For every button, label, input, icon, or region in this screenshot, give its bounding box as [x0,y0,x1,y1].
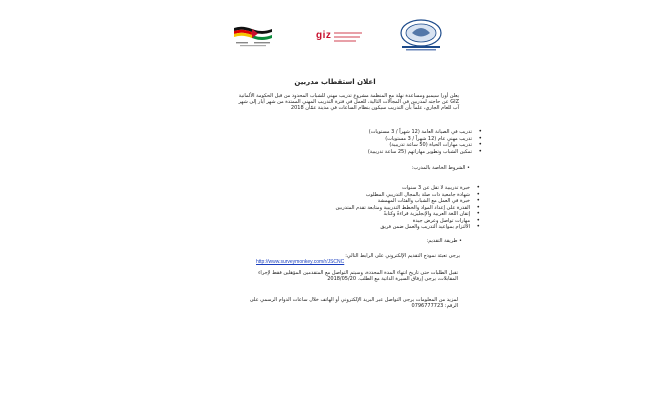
contact-note: لمزيد من المعلومات يرجى التواصل عبر البريد الإلكتروني أو الهاتف خلال ساعات الدوام الرسمي على الرقم: 0796777723 [249,297,458,309]
course-item: • تمكين الشباب وتطوير مهاراتهم (25 ساعة تدريبية) [368,149,482,156]
course-item: • تدريب في الصيانة العامة (12 شهراً / 3 مستويات) [368,129,482,136]
deadline-note: تقبل الطلبات حتى تاريخ انتهاء المدة المحددة، وسيتم التواصل مع المتقدمين المؤهلين فقط لإجراء المقابلات، يرجى إرفاق السيرة الذاتية مع الطلب. 2018/05/20 [258,270,458,282]
requirements-list [336,185,481,231]
requirement-item: • مهارات تواصل وعرض جيدة [336,218,481,225]
document-title: اعلان استقطاب مدربين [294,78,376,86]
apply-instruction: يرجى تعبئة نموذج التقديم الإلكتروني على الرابط التالي: [345,253,460,259]
requirement-item: • خبرة في العمل مع الشباب والفئات المهمشة [336,198,481,205]
requirement-item: • خبرة تدريبية لا تقل عن 3 سنوات [336,185,481,192]
requirement-item: • إتقان اللغة العربية والإنجليزية قراءةً وكتابةً [336,211,481,218]
intro-paragraph: يعلن أورا سيمبو ومساعدة نهلة مع المنظمة مشروع تدريب مهني للشباب المحدود من قبل الحكومة الألمانية GIZ عن حاجته لمدربين في المجالات التالية، للعمل في فترة التدريب المهني الممتدة من شهر أيار إلى شهر آب للعام الجاري، علماً بأن التدريب سيكون بنظام الساعات في مدينة عمّان 2018 [238,93,459,111]
courses-list [368,129,482,155]
requirement-item: • الالتزام بمواعيد التدريب والعمل ضمن فريق [336,224,481,231]
requirement-item: • القدرة على إعداد المواد والخطط التدريبية ومتابعة تقدم المتدربين [336,205,481,212]
organization-emblem-logo [396,18,446,52]
course-item: • تدريب مهني عام (12 شهراً / 3 مستويات) [368,136,482,143]
requirements-heading: • الشروط الخاصة بالمدرب: [412,165,470,171]
german-jordanian-flags-logo [232,24,274,50]
apply-link[interactable]: http://www.surveymonkey.com/r/JSCNC [256,259,345,265]
apply-heading: • طريقة التقديم: [427,238,462,244]
requirement-item: • شهادة جامعية ذات صلة بالمجال التدريبي المطلوب [336,192,481,199]
course-item: • تدريب مهارات الحياة (50 ساعة تدريبية) [368,142,482,149]
giz-logo: giz [316,30,366,46]
